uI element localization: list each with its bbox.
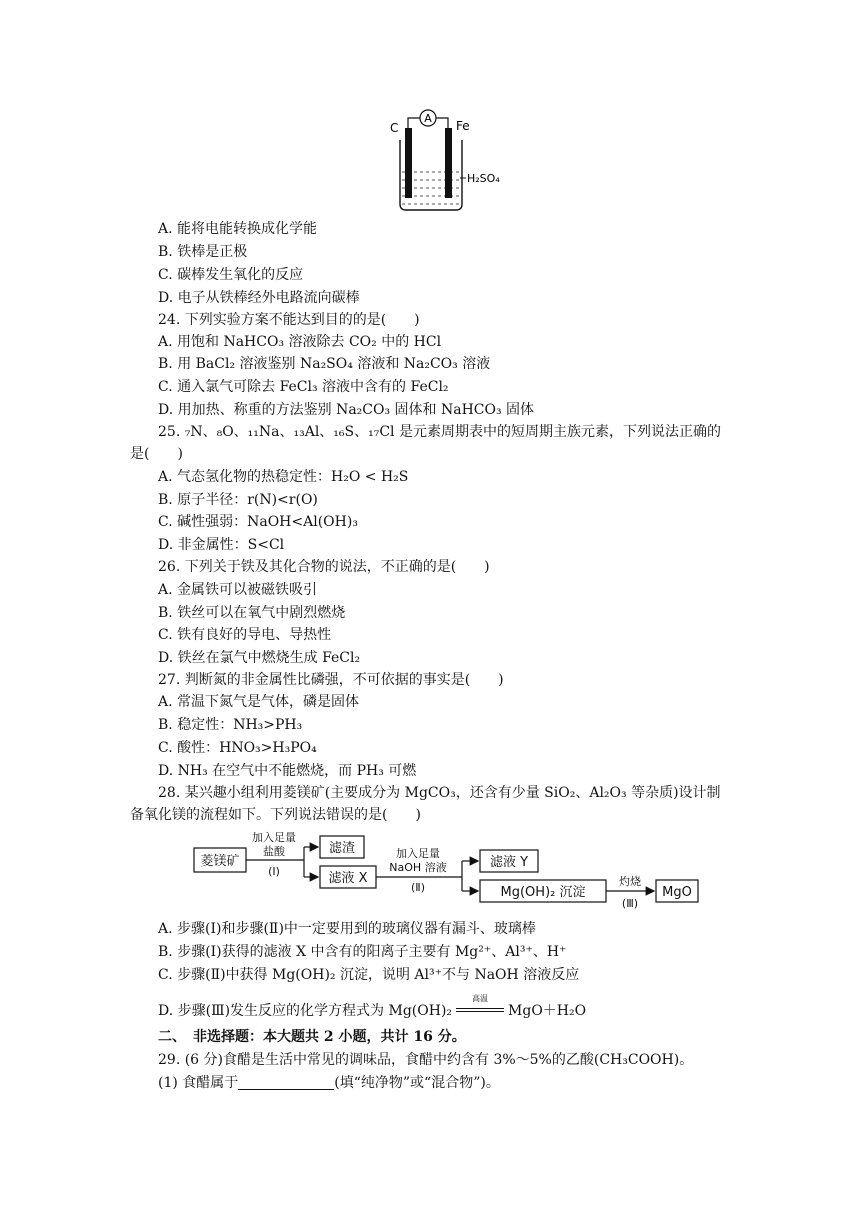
carbon-electrode [405, 128, 412, 198]
q29-part1-prefix: (1) 食醋属于 [158, 1075, 239, 1091]
electrode-right-label: Fe [456, 119, 470, 133]
flow-step2-reagent-line1: 加入足量 [396, 847, 440, 860]
flow-start-box: 菱镁矿 [200, 854, 240, 869]
q24-stem: 24. 下列实验方案不能达到目的的是( ) [158, 312, 420, 328]
q25-option-a: A. 气态氢化物的热稳定性：H₂O < H₂S [158, 469, 409, 485]
answer-blank[interactable] [238, 1075, 334, 1090]
q27-option-d: D. NH₃ 在空气中不能燃烧，而 PH₃ 可燃 [158, 763, 417, 779]
flow-filtrate-y-box: 滤液 Y [489, 855, 529, 870]
q25-stem-line1: 25. ₇N、₈O、₁₁Na、₁₃Al、₁₆S、₁₇Cl 是元素周期表中的短周期主族元素，下列说法正确的 [158, 424, 721, 440]
q23-option-a: A. 能将电能转换成化学能 [158, 221, 318, 237]
q24-option-c: C. 通入氯气可除去 FeCl₃ 溶液中含有的 FeCl₂ [158, 379, 449, 395]
q23-option-d: D. 电子从铁棒经外电路流向碳棒 [158, 290, 360, 306]
q25-option-c: C. 碱性强弱：NaOH<Al(OH)₃ [158, 514, 358, 530]
flow-residue-box: 滤渣 [328, 841, 356, 856]
q27-stem: 27. 判断氮的非金属性比磷强，不可依据的事实是( ) [158, 672, 504, 688]
equation-arrow [456, 994, 504, 1019]
flow-step1-label: (Ⅰ) [268, 865, 280, 878]
q24-option-d: D. 用加热、称重的方法鉴别 Na₂CO₃ 固体和 NaHCO₃ 固体 [158, 402, 535, 418]
q26-option-b: B. 铁丝可以在氧气中剧烈燃烧 [158, 605, 346, 621]
flow-step1-reagent-line1: 加入足量 [252, 831, 296, 844]
galvanic-cell-diagram [380, 108, 520, 216]
section-2-heading: 二、 非选择题：本大题共 2 小题，共计 16 分。 [158, 1029, 466, 1045]
iron-electrode [445, 128, 452, 198]
q23-option-b: B. 铁棒是正极 [158, 244, 248, 260]
q29-part1 [158, 1074, 500, 1092]
electrode-left-label: C [390, 121, 399, 135]
q28-option-a: A. 步骤(Ⅰ)和步骤(Ⅱ)中一定要用到的玻璃仪器有漏斗、玻璃棒 [158, 921, 536, 937]
q25-stem-line2: 是( ) [130, 446, 183, 462]
q25-option-b: B. 原子半径：r(N)<r(O) [158, 492, 318, 508]
q24-option-b: B. 用 BaCl₂ 溶液鉴别 Na₂SO₄ 溶液和 Na₂CO₃ 溶液 [158, 356, 491, 372]
flow-step1-reagent-line2: 盐酸 [263, 845, 285, 858]
q23-option-c: C. 碳棒发生氧化的反应 [158, 267, 304, 283]
flow-step3-condition: 灼烧 [619, 875, 641, 888]
q26-option-a: A. 金属铁可以被磁铁吸引 [158, 582, 318, 598]
flow-precipitate-box: Mg(OH)₂ 沉淀 [500, 885, 586, 900]
q28-stem-line1: 28. 某兴趣小组利用菱镁矿(主要成分为 MgCO₃，还含有少量 SiO₂、Al₂O₃ 等杂质)设计制 [158, 785, 721, 801]
equation-condition: 高温 [472, 994, 489, 1003]
q29-part1-suffix: (填“纯净物”或“混合物”)。 [334, 1075, 500, 1091]
q28-option-d-rhs: MgO＋H₂O [508, 1003, 587, 1019]
q25-option-d: D. 非金属性：S<Cl [158, 537, 285, 553]
q28-stem-line2: 备氧化镁的流程如下。下列说法错误的是( ) [130, 807, 421, 823]
q26-option-c: C. 铁有良好的导电、导热性 [158, 627, 332, 643]
flow-step2-reagent-line2: NaOH 溶液 [389, 861, 447, 874]
flow-filtrate-x-box: 滤液 X [328, 871, 368, 886]
q24-option-a: A. 用饱和 NaHCO₃ 溶液除去 CO₂ 中的 HCl [158, 334, 442, 350]
ammeter-label: A [424, 112, 432, 125]
q28-option-b: B. 步骤(Ⅰ)获得的滤液 X 中含有的阳离子主要有 Mg²⁺、Al³⁺、H⁺ [158, 944, 567, 960]
flow-product-box: MgO [662, 885, 692, 900]
q28-option-d [158, 994, 587, 1020]
q26-option-d: D. 铁丝在氯气中燃烧生成 FeCl₂ [158, 650, 361, 666]
q27-option-c: C. 酸性：HNO₃>H₃PO₄ [158, 740, 317, 756]
flow-step3-label: (Ⅲ) [621, 897, 639, 910]
q27-option-a: A. 常温下氮气是气体，磷是固体 [158, 694, 360, 710]
q26-stem: 26. 下列关于铁及其化合物的说法，不正确的是( ) [158, 559, 490, 575]
electrolyte-label: H₂SO₄ [467, 172, 500, 185]
q27-option-b: B. 稳定性：NH₃>PH₃ [158, 717, 303, 733]
flow-step2-label: (Ⅱ) [411, 881, 425, 894]
q28-option-d-lhs: D. 步骤(Ⅲ)发生反应的化学方程式为 Mg(OH)₂ [158, 1003, 453, 1019]
q29-stem: 29. (6 分)食醋是生活中常见的调味品，食醋中约含有 3%～5%的乙酸(CH₃COOH)。 [158, 1052, 694, 1068]
mgo-process-flowchart [190, 828, 710, 912]
q28-option-c: C. 步骤(Ⅱ)中获得 Mg(OH)₂ 沉淀，说明 Al³⁺不与 NaOH 溶液反应 [158, 967, 580, 983]
